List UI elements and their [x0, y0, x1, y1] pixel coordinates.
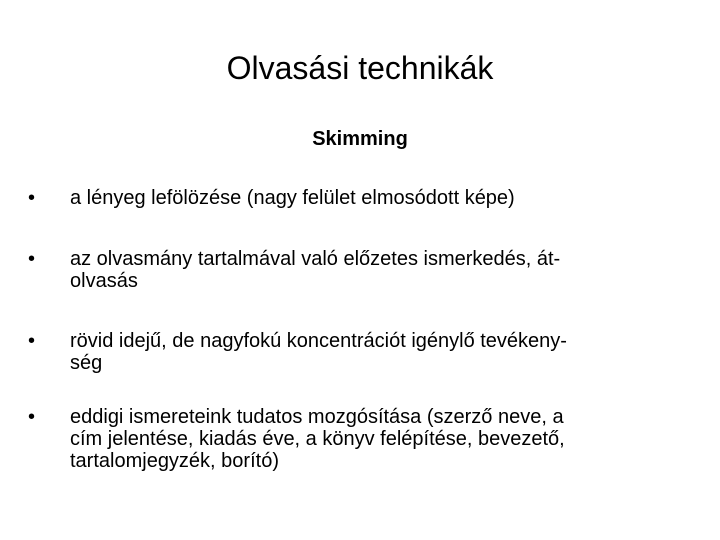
bullet-text: az olvasmány tartalmával való előzetes ismerkedés, át- olvasás [70, 248, 561, 292]
bullet-item [28, 248, 688, 292]
bullet-item [28, 330, 688, 374]
bullet-dot-icon: • [28, 406, 36, 428]
bullet-item [28, 406, 688, 472]
bullet-item [28, 187, 688, 209]
slide-subtitle: Skimming [312, 128, 408, 150]
bullet-dot-icon: • [28, 330, 36, 352]
bullet-dot-icon: • [28, 187, 36, 209]
slide-title: Olvasási technikák [226, 50, 494, 86]
bullet-text: eddigi ismereteink tudatos mozgósítása (szerző neve, a cím jelentése, kiadás éve, a könyv felépítése, bevezető, tartalomjegyzék, borító) [70, 406, 565, 472]
bullet-dot-icon: • [28, 248, 36, 270]
bullet-text: rövid idejű, de nagyfokú koncentrációt igénylő tevékeny- ség [70, 330, 567, 374]
bullet-text: a lényeg lefölözése (nagy felület elmosódott képe) [70, 187, 515, 209]
